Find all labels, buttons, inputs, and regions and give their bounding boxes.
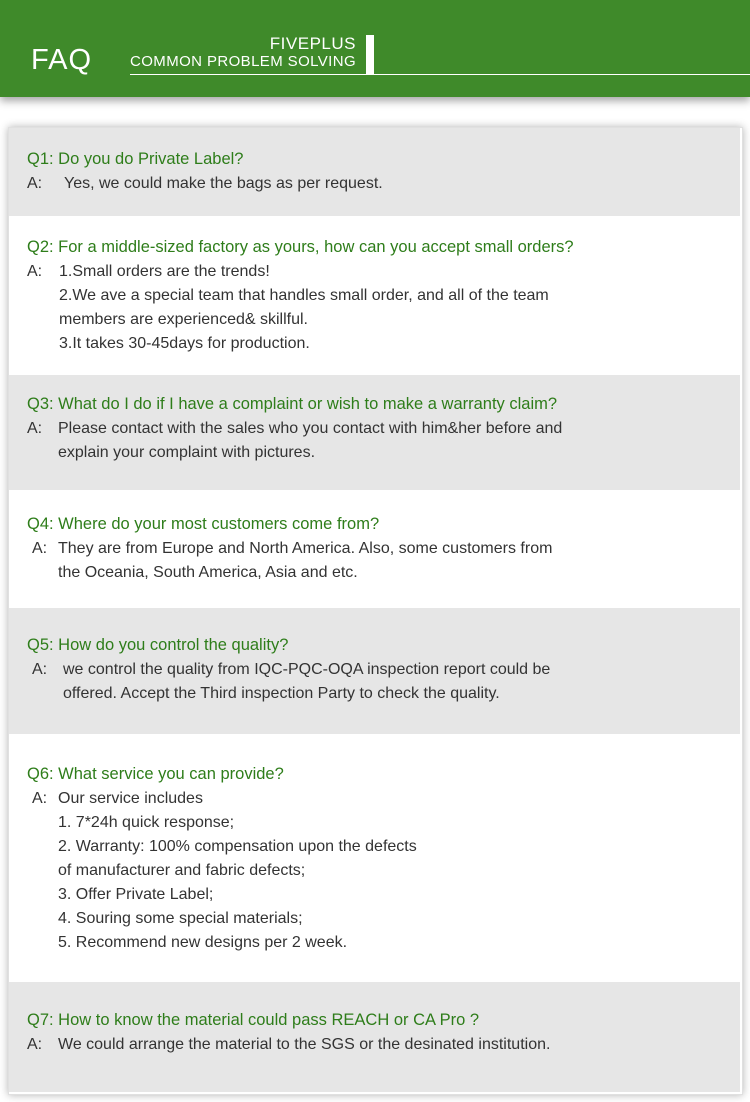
- answer-line: 1.Small orders are the trends!: [59, 263, 270, 280]
- faq-question: Q6: What service you can provide?: [27, 765, 284, 783]
- answer-line: They are from Europe and North America. Also, some customers from: [58, 540, 553, 557]
- answer-line: of manufacturer and fabric defects;: [58, 862, 306, 879]
- answer-label: A:: [27, 263, 43, 280]
- answer-line: 5. Recommend new designs per 2 week.: [58, 934, 348, 951]
- header-accent-bar: [366, 35, 374, 75]
- header-divider: [130, 74, 750, 75]
- answer-label: A:: [32, 661, 48, 678]
- answer-label: A:: [27, 420, 43, 437]
- answer-line: 3.It takes 30-45days for production.: [59, 335, 310, 352]
- answer-label: A:: [27, 175, 43, 192]
- faq-item-3: [9, 375, 740, 490]
- answer-line: Yes, we could make the bags as per request.: [64, 175, 383, 192]
- answer-line: We could arrange the material to the SGS or the desinated institution.: [58, 1036, 551, 1053]
- faq-question: Q2: For a middle-sized factory as yours, how can you accept small orders?: [27, 238, 574, 256]
- page-title: FAQ: [31, 44, 93, 76]
- page-subtitle: COMMON PROBLEM SOLVING: [130, 53, 357, 70]
- answer-line: 2. Warranty: 100% compensation upon the defects: [58, 838, 417, 855]
- header-banner: [0, 0, 750, 97]
- answer-label: A:: [32, 790, 48, 807]
- answer-line: 3. Offer Private Label;: [58, 886, 214, 903]
- faq-item-2: [9, 216, 740, 375]
- faq-question: Q1: Do you do Private Label?: [27, 150, 244, 168]
- answer-line: the Oceania, South America, Asia and etc.: [58, 564, 358, 581]
- answer-line: Our service includes: [58, 790, 203, 807]
- faq-item-5: [9, 608, 740, 734]
- answer-line: 4. Souring some special materials;: [58, 910, 303, 927]
- faq-question: Q4: Where do your most customers come from?: [27, 515, 380, 533]
- faq-question: Q3: What do I do if I have a complaint or wish to make a warranty claim?: [27, 395, 558, 413]
- faq-item-4: [9, 490, 740, 608]
- faq-item-7: [9, 982, 740, 1092]
- answer-line: explain your complaint with pictures.: [58, 444, 316, 461]
- answer-line: Please contact with the sales who you contact with him&her before and: [58, 420, 563, 437]
- brand-name: FIVEPLUS: [269, 34, 356, 53]
- faq-item-1: [9, 128, 740, 216]
- answer-label: A:: [27, 1036, 43, 1053]
- faq-item-6: [9, 734, 740, 982]
- faq-question: Q5: How do you control the quality?: [27, 636, 289, 654]
- answer-label: A:: [32, 540, 48, 557]
- answer-line: 2.We ave a special team that handles small order, and all of the team: [59, 287, 549, 304]
- answer-line: we control the quality from IQC-PQC-OQA inspection report could be: [63, 661, 551, 678]
- answer-line: offered. Accept the Third inspection Party to check the quality.: [63, 685, 500, 702]
- answer-line: members are experienced& skillful.: [59, 311, 308, 328]
- answer-line: 1. 7*24h quick response;: [58, 814, 235, 831]
- faq-question: Q7: How to know the material could pass REACH or CA Pro ?: [27, 1011, 480, 1029]
